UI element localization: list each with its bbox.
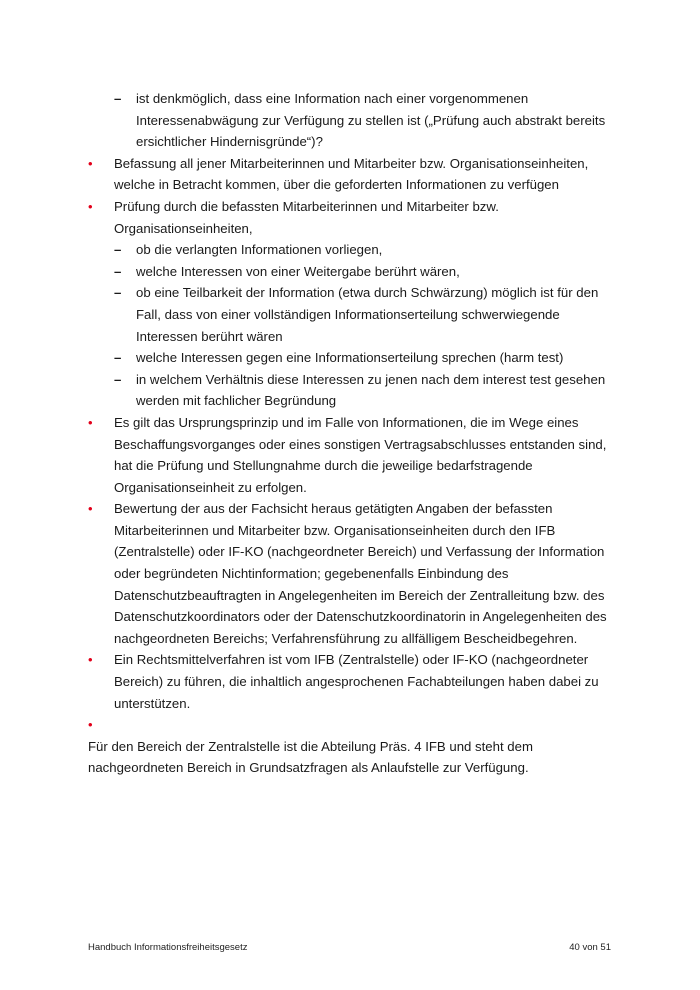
dash-text: ob die verlangten Informationen vorliegen, xyxy=(136,242,383,258)
bullet-item xyxy=(88,498,616,649)
bullet-dot-icon: • xyxy=(88,717,93,733)
bullet-item xyxy=(88,649,616,714)
bullet-text: Prüfung durch die befassten Mitarbeiterinnen und Mitarbeiter bzw. Organisationseinheiten, xyxy=(114,198,499,236)
bullet-dot-icon: • xyxy=(88,501,93,517)
dash-marker: – xyxy=(114,350,122,366)
dash-text: welche Interessen von einer Weitergabe berührt wären, xyxy=(136,263,460,279)
dash-text: in welchem Verhältnis diese Interessen zu jenen nach dem interest test gesehen werden mit fachlicher Begründung xyxy=(136,371,606,409)
bullet-item xyxy=(88,153,616,196)
bullet-text: Es gilt das Ursprungsprinzip und im Falle von Informationen, die im Wege eines Beschaffungsvorganges oder eines sonstigen Vertragsabschlusses entstanden sind, hat die Prüfung und Stellungnahme durch die jeweilige bedarfstragende Organisationseinheit zu erfolgen. xyxy=(114,414,607,495)
footer-title: Handbuch Informationsfreiheitsgesetz xyxy=(88,942,248,953)
bullet-item-empty xyxy=(88,714,616,736)
bullet-dot-icon: • xyxy=(88,652,93,668)
dash-marker: – xyxy=(114,371,122,387)
dash-item xyxy=(114,282,616,347)
dash-text: ist denkmöglich, dass eine Information nach einer vorgenommenen Interessenabwägung zur Verfügung zu stellen ist („Prüfung auch abstrakt bereits ersichtlicher Hindernisgründe“)? xyxy=(136,91,606,150)
dash-marker: – xyxy=(114,91,122,106)
page-number: 40 von 51 xyxy=(569,942,611,953)
bullet-text: Bewertung der aus der Fachsicht heraus getätigten Angaben der befassten Mitarbeiterinnen und Mitarbeiter bzw. Organisationseinheiten durch den IFB (Zentralstelle) oder IF-KO (nachgeordneter Bereich) und Verfassung der Information oder begründeten Nichtinformation; gegebenenfalls Einbindung des Datenschutzbeauftragten in Angelegenheiten im Bereich der Zentralleitung bzw. des Datenschutzkoordinators oder der Datenschutzkoordinatorin in Angelegenheiten des nachgeordneten Bereichs; Verfahrensführung zu allfälligem Bescheidbegehren. xyxy=(114,501,607,646)
dash-marker: – xyxy=(114,263,122,279)
dash-item xyxy=(114,369,616,412)
bullet-dot-icon: • xyxy=(88,414,93,430)
dash-text: ob eine Teilbarkeit der Information (etwa durch Schwärzung) möglich ist für den Fall, dass von einer vollständigen Informationserteilung schwerwiegende Interessen berührt wären xyxy=(136,285,599,344)
dash-item xyxy=(114,88,616,153)
sub-dash-list xyxy=(114,239,616,412)
closing-paragraph: Für den Bereich der Zentralstelle ist die Abteilung Präs. 4 IFB und steht dem nachgeordneten Bereich in Grundsatzfragen als Anlaufstelle zur Verfügung. xyxy=(88,738,533,776)
bullet-text: Befassung all jener Mitarbeiterinnen und Mitarbeiter bzw. Organisationseinheiten, welche in Betracht kommen, über die geforderten Informationen zu verfügen xyxy=(114,155,589,193)
dash-item xyxy=(114,347,616,369)
bullet-dot-icon: • xyxy=(88,198,93,214)
bullet-dot-icon: • xyxy=(88,155,93,171)
intro-dash-list xyxy=(88,88,616,153)
dash-item xyxy=(114,261,616,283)
dash-marker: – xyxy=(114,242,122,258)
dash-text: welche Interessen gegen eine Informationserteilung sprechen (harm test) xyxy=(136,350,564,366)
bullet-text xyxy=(114,717,118,732)
bullet-item xyxy=(88,412,616,498)
bullet-text: Ein Rechtsmittelverfahren ist vom IFB (Zentralstelle) oder IF-KO (nachgeordneter Bereich) zu führen, die inhaltlich angesprochenen Fachabteilungen haben dabei zu unterstützen. xyxy=(114,652,599,711)
page-content xyxy=(88,88,616,792)
dash-item xyxy=(114,239,616,261)
bullet-item xyxy=(88,196,616,412)
dash-marker: – xyxy=(114,285,122,301)
